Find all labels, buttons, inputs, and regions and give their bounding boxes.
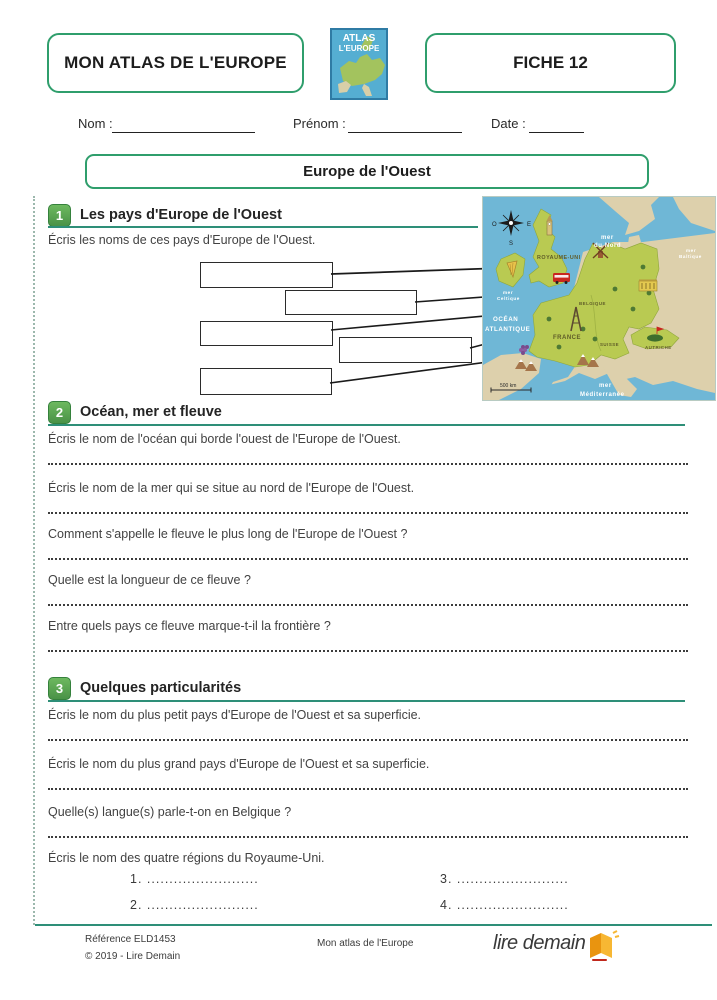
section3-rule bbox=[48, 700, 685, 702]
region-slot-2[interactable] bbox=[130, 898, 259, 912]
regions-prompt: Écris le nom des quatre régions du Royaume-Uni. bbox=[48, 851, 325, 865]
north-sea-label-2: du Nord bbox=[594, 243, 622, 249]
series-title-box bbox=[47, 33, 304, 93]
answer-line[interactable] bbox=[48, 463, 688, 465]
publisher-logo bbox=[493, 930, 623, 964]
nom-field[interactable] bbox=[112, 132, 255, 133]
cover-title-line2: L'EUROPE bbox=[338, 44, 380, 53]
section1-instruction: Écris les noms de ces pays d'Europe de l'Ouest. bbox=[48, 233, 316, 247]
answer-line[interactable] bbox=[48, 788, 688, 790]
publisher-logo-text: lire demain bbox=[493, 932, 586, 954]
france-label: FRANCE bbox=[553, 335, 581, 341]
date-field[interactable] bbox=[529, 132, 584, 133]
footer-center-text: Mon atlas de l'Europe bbox=[317, 938, 414, 949]
region-slot-dots: ......................... bbox=[456, 872, 569, 886]
north-sea-label-1: mer bbox=[601, 235, 614, 241]
celtic-sea-label-1: mer bbox=[503, 290, 514, 295]
prenom-label: Prénom : bbox=[293, 116, 346, 131]
baltic-sea-label-2: Baltique bbox=[679, 254, 702, 259]
austria-label: AUTRICHE bbox=[645, 345, 672, 350]
atlas-cover-icon bbox=[330, 28, 388, 100]
prenom-field[interactable] bbox=[348, 132, 462, 133]
nom-label: Nom : bbox=[78, 116, 113, 131]
question-text: Quelle est la longueur de ce fleuve ? bbox=[48, 573, 251, 587]
section2-header bbox=[48, 401, 685, 424]
brandenburg-gate-icon bbox=[639, 280, 657, 292]
series-title: MON ATLAS DE L'EUROPE bbox=[64, 53, 287, 72]
region-slot-number: 4. bbox=[440, 898, 453, 912]
belgium-label: BELGIQUE bbox=[579, 301, 606, 306]
compass-west-label: O bbox=[492, 222, 497, 228]
footer-copyright: © 2019 - Lire Demain bbox=[85, 951, 181, 962]
arrow-to-ireland bbox=[331, 268, 503, 274]
fiche-number: FICHE 12 bbox=[513, 53, 588, 72]
switzerland-label: SUISSE bbox=[600, 342, 620, 347]
atlas-cover-image bbox=[330, 28, 388, 100]
map-illustration bbox=[483, 197, 715, 400]
region-slot-1[interactable] bbox=[130, 872, 259, 886]
page-title: Europe de l'Ouest bbox=[303, 163, 431, 180]
section3-title: Quelques particularités bbox=[80, 680, 242, 696]
date-label: Date : bbox=[491, 116, 526, 131]
answer-line[interactable] bbox=[48, 604, 688, 606]
answer-line[interactable] bbox=[48, 512, 688, 514]
celtic-sea-label-2: Celtique bbox=[497, 296, 520, 301]
scale-label: 500 km bbox=[500, 383, 517, 389]
question-text: Écris le nom de l'océan qui borde l'ouest de l'Europe de l'Ouest. bbox=[48, 432, 401, 446]
compass-east-label: E bbox=[527, 222, 532, 228]
baltic-sea-label-1: mer bbox=[686, 248, 697, 253]
footer-rule bbox=[35, 924, 712, 926]
fiche-number-box bbox=[425, 33, 676, 93]
region-slot-number: 3. bbox=[440, 872, 453, 886]
open-book-icon bbox=[586, 930, 620, 962]
section2-rule bbox=[48, 424, 685, 426]
med-sea-label-2: Méditerranée bbox=[580, 392, 625, 398]
region-slot-number: 1. bbox=[130, 872, 143, 886]
section3-header bbox=[48, 677, 685, 700]
cover-title-line1: ATLAS bbox=[342, 33, 376, 44]
med-sea-label-1: mer bbox=[599, 383, 612, 389]
footer-reference: Référence ELD1453 bbox=[85, 934, 176, 945]
region-slot-dots: ......................... bbox=[456, 898, 569, 912]
page-title-box bbox=[85, 154, 649, 189]
answer-line[interactable] bbox=[48, 650, 688, 652]
question-text: Quelle(s) langue(s) parle-t-on en Belgique ? bbox=[48, 805, 292, 819]
western-europe-map bbox=[483, 197, 715, 400]
region-slot-number: 2. bbox=[130, 898, 143, 912]
answer-line[interactable] bbox=[48, 836, 688, 838]
uk-label: ROYAUME-UNI bbox=[537, 255, 581, 261]
section2-number-badge: 2 bbox=[48, 401, 71, 424]
ocean-label-1: OCÉAN bbox=[493, 316, 519, 323]
section3-number-badge: 3 bbox=[48, 677, 71, 700]
region-slot-3[interactable] bbox=[440, 872, 569, 886]
ocean-label-2: ATLANTIQUE bbox=[485, 326, 531, 333]
section1-title: Les pays d'Europe de l'Ouest bbox=[80, 207, 282, 223]
question-text: Comment s'appelle le fleuve le plus long de l'Europe de l'Ouest ? bbox=[48, 527, 408, 541]
answer-line[interactable] bbox=[48, 739, 688, 741]
answer-line[interactable] bbox=[48, 558, 688, 560]
section1-number-badge: 1 bbox=[48, 204, 71, 227]
question-text: Écris le nom du plus petit pays d'Europe de l'Ouest et sa superficie. bbox=[48, 708, 422, 722]
question-text: Écris le nom de la mer qui se situe au nord de l'Europe de l'Ouest. bbox=[48, 481, 415, 495]
region-slot-dots: ......................... bbox=[146, 872, 259, 886]
question-text: Écris le nom du plus grand pays d'Europe de l'Ouest et sa superficie. bbox=[48, 757, 430, 771]
identity-row bbox=[0, 116, 717, 138]
region-slot-dots: ......................... bbox=[146, 898, 259, 912]
section2-title: Océan, mer et fleuve bbox=[80, 404, 222, 420]
compass-south-label: S bbox=[509, 241, 514, 247]
region-slot-4[interactable] bbox=[440, 898, 569, 912]
question-text: Entre quels pays ce fleuve marque-t-il la frontière ? bbox=[48, 619, 331, 633]
